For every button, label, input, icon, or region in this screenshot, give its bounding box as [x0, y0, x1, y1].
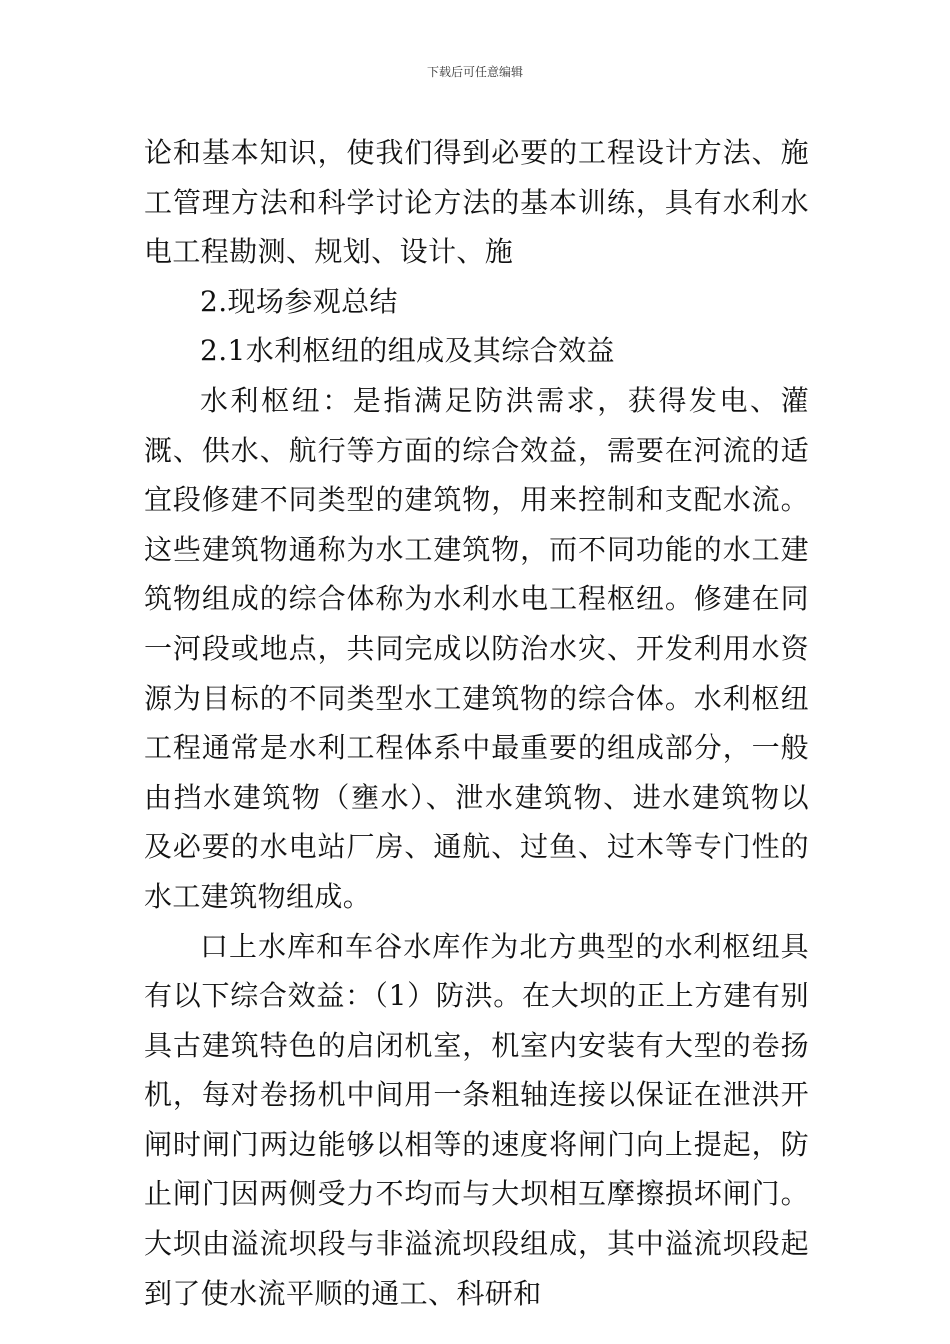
paragraph-hydro-hub-definition: 水利枢纽：是指满足防洪需求，获得发电、灌溉、供水、航行等方面的综合效益，需要在河流的适宜段修建不同类型的建筑物，用来控制和支配水流。这些建筑物通称为水工建筑物，而不同功能的水工建筑物组成的综合体称为水利水电工程枢纽。修建在同一河段或地点，共同完成以防治水灾、开发利用水资源为目标的不同类型水工建筑物的综合体。水利枢纽工程通常是水利工程体系中最重要的组成部分，一般由挡水建筑物（壅水）、泄水建筑物、进水建筑物以及必要的水电站厂房、通航、过鱼、过木等专门性的水工建筑物组成。 [144, 383, 809, 913]
paragraph-reservoir-benefits: 口上水库和车谷水库作为北方典型的水利枢纽具有以下综合效益：（1）防洪。在大坝的正上方建有别具古建筑特色的启闭机室，机室内安装有大型的卷扬机，每对卷扬机中间用一条粗轴连接以保证在泄洪开闸时闸门两边能够以相等的速度将闸门向上提起，防止闸门因两侧受力不均而与大坝相互摩擦损坏闸门。大坝由溢流坝段与非溢流坝段组成，其中溢流坝段起到了使水流平顺的通工、科研和 [144, 929, 809, 1310]
page-header: 下载后可任意编辑 [426, 65, 523, 79]
paragraph-continuation: 论和基本知识，使我们得到必要的工程设计方法、施工管理方法和科学讨论方法的基本训练，具有水利水电工程勘测、规划、设计、施 [144, 136, 809, 269]
document-body [144, 128, 809, 1318]
section-heading-site-visit-summary: 2.现场参观总结 [200, 284, 398, 318]
subsection-heading-hydro-hub: 2.1水利枢纽的组成及其综合效益 [200, 334, 615, 368]
